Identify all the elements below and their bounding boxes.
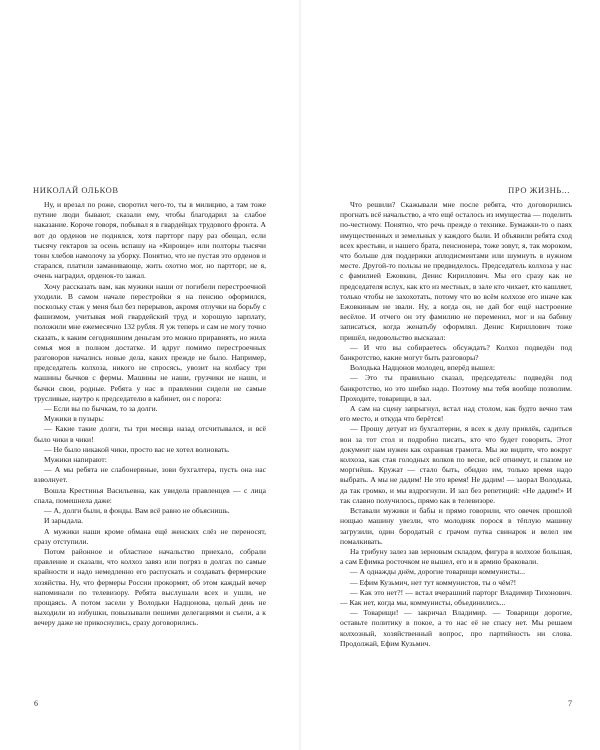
page-body xyxy=(340,200,572,649)
paragraph: — Товарищи! — закричал Владимир. — Товарищи дорогие, оставьте политику в покое, а то нас её не спасу нет. Мы решаем колхозный, хозяйственный вопрос, про партийность ни слова. Продолжай, Ефим Кузьмич. xyxy=(340,608,572,648)
paragraph: — Как это нет?! — встал вчерашний парторг Владимир Тихонович. — Как нет, когда мы, коммунисты, объединились... xyxy=(340,587,572,607)
paragraph: Хочу рассказать вам, как мужики наши от погибели перестроечной уходили. В самом начале перестройки я на пенсию оформился, поскольку стаж у меня был без перерывов, акромя отлучки на борьбу с фашизмом, учитывая мой гвардейский труд и хорошую зарплату, положили мне ежемесячно 132 рубля. Я уж теперь и сам не могу точно сказать, к каким сегодняшним деньгам это можно приравнять, но жила семья моя в полном достатке. И вдруг помимо перестроечных разговоров начались новые дела, каких прежде не было. Например, председатель колхоза, никого не спросясь, увозит на колбасу три машины бычков с фермы. Машины не наши, грузчики не наши, и бычки свои, родные. Ребята у нас в правлении сидели не самые трусливые, наутро к председателю в кабинет, он с порога: xyxy=(34,281,266,403)
paragraph: Потом районное и областное начальство приехало, собрали правление и сказали, что колхоз завяз или погряз в долгах по самые крайности и надо немедленно его распускать и создавать фермерские хозяйства. Ну, что фермеры России прокормят, об этом каждый вечер напоминали по телевизору. Ребята выслушали всех и ушли, не прощаясь. А потом засели у Володьки Надцонова, целый день не выходили из избушки, повызывали пешими делегациями и съели, а к вечеру даже не прикоснулись, сразу договорились. xyxy=(34,546,266,628)
paragraph: Володька Надцонов молодец, вперёд вышел: xyxy=(350,363,495,373)
paragraph: — А однажды днём, дорогие товарищи коммунисты... xyxy=(350,567,525,577)
paragraph: — Если вы по бычкам, то за долги. xyxy=(44,404,158,414)
page-header-title: ПРО ЖИЗНЬ... xyxy=(508,185,570,195)
page-body xyxy=(34,200,266,629)
paragraph: На трибуну залез зав зерновым складом, фигура в колхозе большая, а сам Ефимка росточком не вышел, его и в армию браковали. xyxy=(340,546,572,567)
paragraph: Вставали мужики и бабы и прямо говорили, что овечек прошлой нощью машину увезли, что молодняк порося в тёплую машину загрузили, один бородатый с грачом путка свинарок и велел им помалкивать. xyxy=(340,506,572,546)
paragraph: Что решили? Скажывали мне после ребята, что договорились прогнать всё начальство, а что ещё осталось из имущества — поделить по-честному. Понятно, что речь прежде о технике. Бумажки-то о паях имущественных и земельных у каждого были. И объявили ребята сход всех крестьян, и нашего брата, пенсионера, тоже зовут, я, так мороком, что больше для поддержки аплодисментами или шумнуть в нужном месте. Другой-то пользы не предвиделось. Председатель колхоза у нас с фамилией Ежовкин, Денис Кириллович. Мы его сразу как не председателя вслух, как кто из местных, в зале кто чихает, кто кашляет, только чтобы не захохотать, потому что во всём колхозе его иначе как Ежовкиным не звали. Ну, а когда он, не дай бог ещё настроение весёлое. И отчего он эту фамилию не переменил, мог и на бабину записаться, когда женатьбу оформлял. Денис Кириллович тоже пришёл, недовольство высказал: xyxy=(340,200,572,342)
paragraph: И зарыдала. xyxy=(44,516,84,526)
paragraph: — Ефим Кузьмич, нет тут коммунистов, ты о чём?! xyxy=(350,577,517,587)
paragraph: — Прошу детуат из бухгалтерии, я всех к делу привлёк, садиться вон за тот стол и подробно писать, кто что будет говорить. Этот документ нам нужен как охранная грамота. Мы же видите, что вокруг колхоза, как стая голодных волков по весне, всё отнимут, и глазом не моргнёшь. Кружат — стало быть, обидно им, только время надо выбрать. А мы не дадим! Не это время! Не дадим! — заорал Володька, да так громко, и мы вздрогнули. И зал без репетиций: «Не дадим!» И так славно получилось, прямо как в телевизоре. xyxy=(340,424,572,505)
paragraph: — И что вы собираетесь обсуждать? Колхоз подведён под банкротство, какие могут быть разговоры? xyxy=(340,342,572,363)
page-number: 7 xyxy=(568,699,572,708)
paragraph: Вошла Крестинья Васильевна, как увидела правленцев — с лица спала, помешнела даже: xyxy=(34,485,266,505)
page-header-author: НИКОЛАЙ ОЛЬКОВ xyxy=(33,185,119,195)
right-page xyxy=(300,0,600,750)
page-number: 6 xyxy=(34,699,38,708)
paragraph: Мужики напирают: xyxy=(44,455,107,465)
paragraph: Мужики в пузырь: xyxy=(44,414,105,424)
paragraph: А мужики наши кроме обмана ещё женских слёз не переносят, сразу отступили. xyxy=(34,526,266,546)
paragraph: — А мы ребята не слабонервные, зови бухгалтера, пусть она нас взволнует. xyxy=(34,465,266,485)
paragraph: — Это ты правильно сказал, председатель: подведён под банкротство, но это шибко надо. Поэтому мы тебя вообще позволим. Проходите, товарищи, в зал. xyxy=(340,373,572,403)
paragraph: — Не было никакой чики, просто вас не хотел волновать. xyxy=(44,444,230,454)
paragraph: — А, долги были, в фонды. Вам всё равно не объяснишь. xyxy=(44,506,230,516)
paragraph: А сам на сцену запрыгнул, встал над столом, как будто вечно там его место, и откуда что берётся! xyxy=(340,404,572,424)
paragraph: — Какие такие долги, ты три месяца назад отсчитывался, и всё было чики в чики! xyxy=(34,424,266,444)
paragraph: Ну, и врезал по роже, своротил чего-то, ты в милицию, а там тоже путние люди бывают, сказали ему, чтобы благодарил за слабое наказание. Короче говоря, побывал я в гвардейцах трудового фронта. А вот до орденов не поднялся, хотя партторг пару раз обещал, если тысячу гектаров за осень вспашу на «Кировце» или полторы тысячи тонн хлебов намолочу за уборку. Понятно, что не пустая это орденов и старался, платили заманивающе, жить охотно мог, но партторг, не я, очень наградил, орденок-то зажал. xyxy=(34,200,266,281)
